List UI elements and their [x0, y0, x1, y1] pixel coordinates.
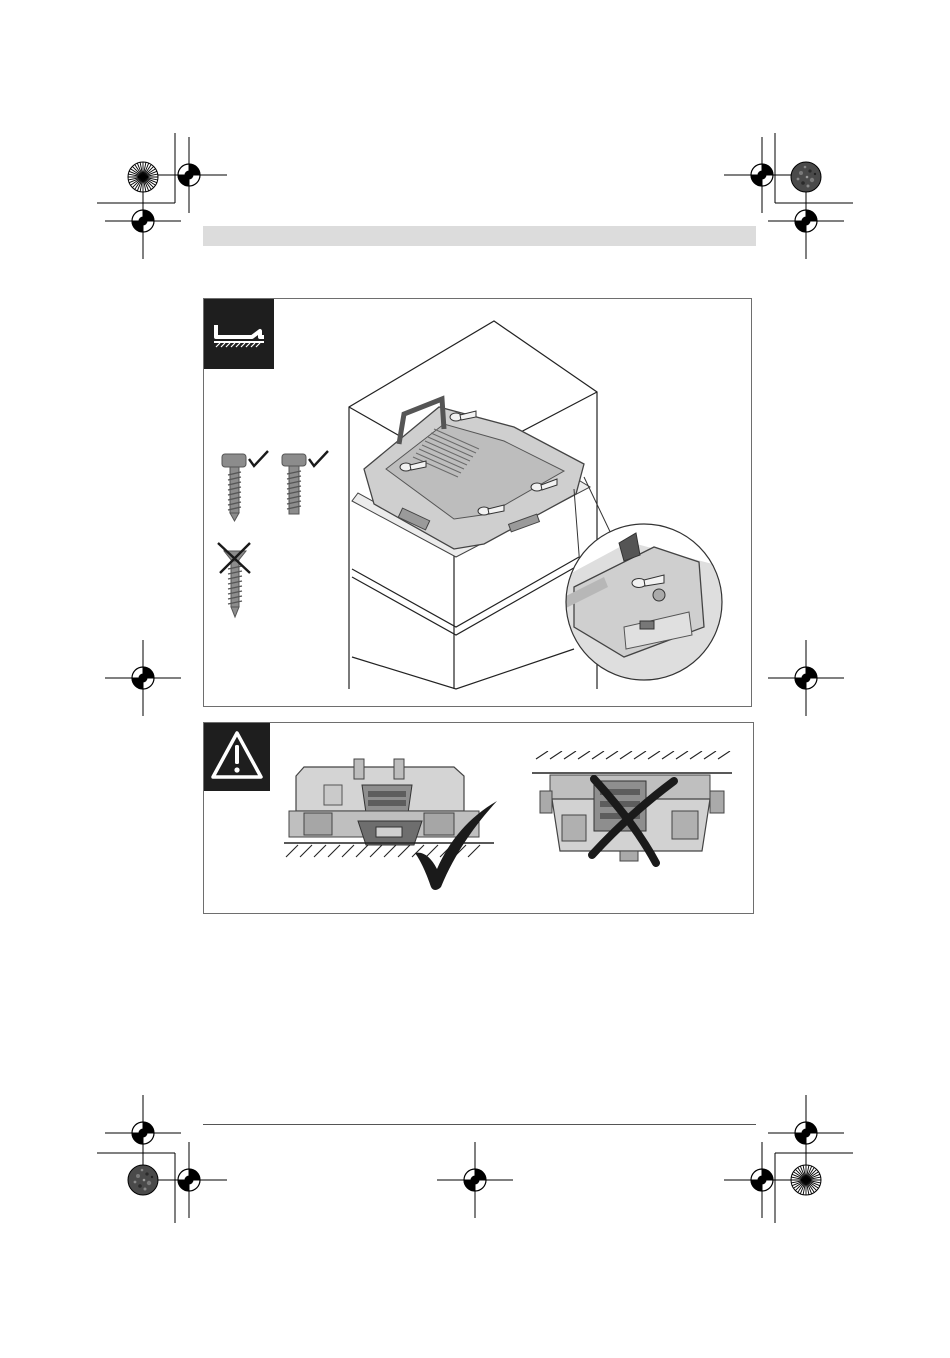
warning-triangle-icon — [204, 723, 270, 791]
header-bar — [203, 226, 756, 246]
mounting-panel — [203, 298, 752, 707]
cross-mark-icon — [584, 771, 684, 871]
screw-with-head-ok-icon — [216, 449, 276, 529]
warning-badge — [204, 723, 270, 791]
screw-flanged-ok-icon — [278, 449, 338, 529]
orientation-panel — [203, 722, 754, 914]
check-mark-icon — [409, 795, 509, 895]
countersunk-screw-not-allowed-icon — [216, 539, 276, 629]
shelf-mount-icon — [204, 299, 274, 369]
shelf-mount-badge — [204, 299, 274, 369]
footer-rule — [203, 1124, 756, 1125]
detail-magnifier-illustration — [564, 517, 724, 687]
